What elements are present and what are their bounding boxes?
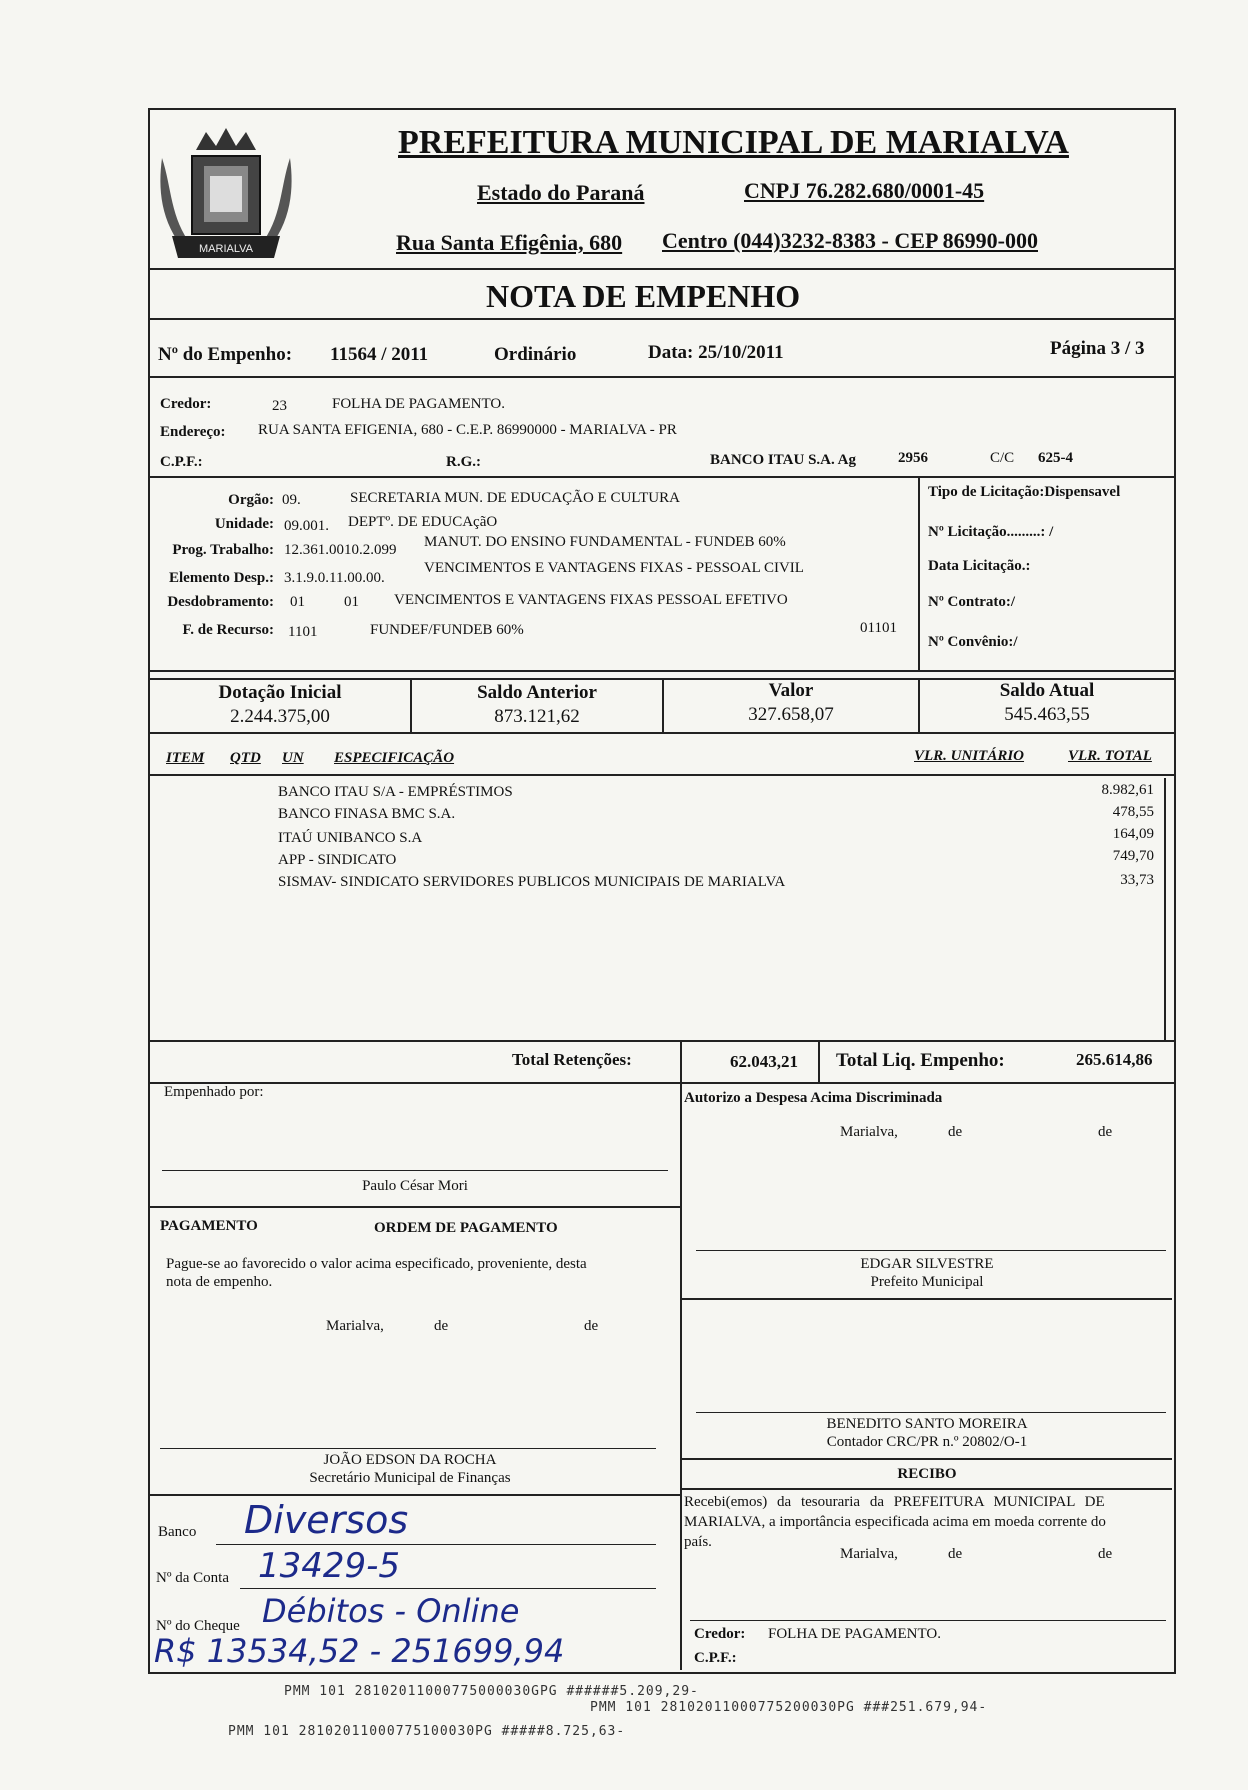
desdobramento-subcode: 01 (344, 594, 359, 610)
autorizo-de2: de (1098, 1124, 1113, 1140)
list-item-total: 749,70 (1112, 848, 1154, 864)
divider (150, 318, 1174, 320)
input-line (240, 1588, 656, 1589)
recibo-de2: de (1098, 1546, 1113, 1562)
list-item-total: 33,73 (1120, 872, 1154, 888)
divider (150, 268, 1174, 270)
desdobramento-label: Desdobramento: (167, 594, 274, 610)
unidade-code: 09.001. (284, 518, 329, 534)
credor-code: 23 (272, 398, 287, 414)
secretario-name: JOÃO EDSON DA ROCHA (323, 1452, 497, 1468)
divider (682, 1298, 1172, 1300)
col-qtd: QTD (230, 750, 261, 766)
contador-name: BENEDITO SANTO MOREIRA (826, 1416, 1028, 1432)
recibo-cpf-label: C.P.F.: (694, 1650, 737, 1666)
bank-stamp: PMM 101 28102011000775200030PG ###251.679,94- (590, 1700, 988, 1715)
dotacao-value: 2.244.375,00 (230, 706, 330, 727)
list-item: APP - SINDICATO (278, 852, 397, 868)
empenhado-label: Empenhado por: (164, 1084, 264, 1100)
divider (150, 1040, 1174, 1042)
conta-handwritten: 13429-5 (258, 1546, 401, 1586)
pagamento-label: PAGAMENTO (160, 1218, 258, 1234)
elemento-label: Elemento Desp.: (169, 570, 274, 586)
liquido-value: 265.614,86 (1076, 1050, 1153, 1069)
district-phone: Centro (044)3232-8383 - CEP 86990-000 (662, 228, 1038, 253)
anterior-label: Saldo Anterior (477, 682, 597, 703)
cheque-handwritten: Débitos - Online (262, 1592, 520, 1630)
recibo-title: RECIBO (897, 1466, 957, 1482)
list-item-total: 8.982,61 (1101, 782, 1154, 798)
cheque-label: Nº do Cheque (156, 1618, 240, 1634)
desdobramento-code: 01 (290, 594, 305, 610)
pagamento-de2: de (584, 1318, 599, 1334)
fonte-number: 01101 (860, 620, 897, 636)
recibo-credor: FOLHA DE PAGAMENTO. (768, 1626, 941, 1642)
signature-line (160, 1448, 656, 1449)
cnpj: CNPJ 76.282.680/0001-45 (744, 178, 985, 203)
col-un: UN (282, 750, 304, 766)
divider (682, 1488, 1172, 1490)
desdobramento-name: VENCIMENTOS E VANTAGENS FIXAS PESSOAL EFETIVO (394, 592, 788, 608)
recibo-credor-label: Credor: (694, 1626, 746, 1642)
prog-code: 12.361.0010.2.099 (284, 542, 397, 558)
divider (150, 376, 1174, 378)
account-label: C/C (990, 450, 1015, 466)
empenho-type: Ordinário (494, 344, 577, 365)
pagamento-text-1: Pague-se ao favorecido o valor acima especificado, proveniente, desta (166, 1256, 587, 1272)
recibo-text-3: país. (684, 1534, 712, 1550)
state-name: Estado do Paraná (477, 180, 645, 205)
retencoes-label: Total Retenções: (512, 1050, 632, 1069)
prefeito-role: Prefeito Municipal (870, 1274, 984, 1290)
fonte-name: FUNDEF/FUNDEB 60% (370, 622, 524, 638)
prog-name: MANUT. DO ENSINO FUNDAMENTAL - FUNDEB 60% (424, 534, 786, 550)
address: Rua Santa Efigênia, 680 (396, 230, 623, 255)
signature-line (690, 1620, 1166, 1621)
unidade-label: Unidade: (214, 516, 274, 532)
list-item: ITAÚ UNIBANCO S.A (278, 830, 423, 846)
banco-label: Banco (158, 1524, 197, 1540)
contrato: Nº Contrato:/ (928, 594, 1016, 610)
autorizo-label: Autorizo a Despesa Acima Discriminada (684, 1090, 943, 1106)
elemento-name: VENCIMENTOS E VANTAGENS FIXAS - PESSOAL CIVIL (424, 560, 804, 576)
pagamento-text-2: nota de empenho. (166, 1274, 273, 1290)
municipal-crest-logo (152, 118, 300, 278)
anterior-value: 873.121,62 (494, 706, 580, 727)
fonte-label: F. de Recurso: (182, 622, 274, 638)
recibo-text-1: Recebi(emos) da tesouraria da PREFEITURA MUNICIPAL DE (684, 1494, 1105, 1510)
divider (150, 1082, 1174, 1084)
autorizo-local: Marialva, (840, 1124, 898, 1140)
divider (150, 774, 1174, 776)
recibo-local: Marialva, (840, 1546, 898, 1562)
fonte-code: 1101 (288, 624, 318, 640)
atual-label: Saldo Atual (999, 680, 1095, 701)
licitacao-numero: Nº Licitação.........: / (928, 524, 1054, 540)
empenho-date: Data: 25/10/2011 (648, 342, 784, 363)
retencoes-value: 62.043,21 (730, 1052, 798, 1071)
input-line (216, 1544, 656, 1545)
orgao-label: Orgão: (228, 492, 274, 508)
col-vlr-unitario: VLR. UNITÁRIO (914, 748, 1025, 764)
divider (150, 1494, 680, 1496)
conta-label: Nº da Conta (156, 1570, 229, 1586)
empenho-number: 11564 / 2011 (330, 344, 429, 365)
cheque-amount-handwritten: R$ 13534,52 - 251699,94 (154, 1632, 565, 1670)
credor-name: FOLHA DE PAGAMENTO. (332, 396, 505, 412)
divider (150, 476, 1174, 478)
divider (680, 1082, 682, 1670)
unidade-name: DEPTº. DE EDUCAçãO (348, 514, 498, 530)
empenhado-name: Paulo César Mori (362, 1178, 468, 1194)
divider (682, 1458, 1172, 1460)
licitacao-tipo: Tipo de Licitação:Dispensavel (928, 484, 1121, 500)
elemento-code: 3.1.9.0.11.00.00. (284, 570, 385, 586)
divider (1164, 778, 1166, 1040)
orgao-code: 09. (282, 492, 301, 508)
bank-name: BANCO ITAU S.A. Ag (710, 452, 856, 468)
col-especificacao: ESPECIFICAÇÃO (334, 750, 455, 766)
ordem-pagamento-title: ORDEM DE PAGAMENTO (374, 1220, 558, 1236)
list-item: BANCO ITAU S/A - EMPRÉSTIMOS (278, 784, 513, 800)
divider (818, 1040, 820, 1082)
list-item-total: 478,55 (1112, 804, 1154, 820)
atual-value: 545.463,55 (1004, 704, 1090, 725)
licitacao-data: Data Licitação.: (928, 558, 1031, 574)
divider (150, 1206, 680, 1208)
valor-label: Valor (768, 680, 814, 701)
prefeito-name: EDGAR SILVESTRE (860, 1256, 994, 1272)
divider (150, 732, 1174, 734)
list-item-total: 164,09 (1112, 826, 1154, 842)
page-title: PREFEITURA MUNICIPAL DE MARIALVA (398, 124, 1069, 161)
pagamento-local: Marialva, (326, 1318, 384, 1334)
account-number: 625-4 (1038, 450, 1073, 466)
endereco-label: Endereço: (160, 424, 226, 440)
contador-role: Contador CRC/PR n.º 20802/O-1 (826, 1434, 1028, 1450)
document-title: NOTA DE EMPENHO (486, 278, 801, 314)
bank-stamp: PMM 101 28102011000775000030GPG ######5.209,29- (284, 1684, 699, 1699)
empenho-label: Nº do Empenho: (158, 344, 293, 365)
divider (918, 476, 920, 670)
pagamento-de1: de (434, 1318, 449, 1334)
logo-text: MARIALVA (199, 243, 253, 255)
recibo-de1: de (948, 1546, 963, 1562)
divider (680, 1040, 682, 1082)
autorizo-de1: de (948, 1124, 963, 1140)
page-number: Página 3 / 3 (1050, 338, 1145, 359)
banco-handwritten: Diversos (244, 1498, 409, 1542)
liquido-label: Total Liq. Empenho: (836, 1050, 1005, 1071)
cpf-label: C.P.F.: (160, 454, 203, 470)
bank-agency: 2956 (898, 450, 928, 466)
valor-value: 327.658,07 (748, 704, 834, 725)
col-item: ITEM (166, 750, 205, 766)
rg-label: R.G.: (446, 454, 481, 470)
bank-stamp: PMM 101 28102011000775100030PG #####8.725,63- (228, 1724, 626, 1739)
list-item: BANCO FINASA BMC S.A. (278, 806, 456, 822)
col-vlr-total: VLR. TOTAL (1068, 748, 1152, 764)
prog-label: Prog. Trabalho: (172, 542, 274, 558)
signature-line (696, 1250, 1166, 1251)
recibo-text-2: MARIALVA, a importância especificada acima em moeda corrente do (684, 1514, 1106, 1530)
list-item: SISMAV- SINDICATO SERVIDORES PUBLICOS MUNICIPAIS DE MARIALVA (278, 874, 786, 890)
secretario-role: Secretário Municipal de Finanças (309, 1470, 511, 1486)
convenio: Nº Convênio:/ (928, 634, 1018, 650)
endereco: RUA SANTA EFIGENIA, 680 - C.E.P. 86990000 - MARIALVA - PR (258, 422, 677, 438)
credor-label: Credor: (160, 396, 212, 412)
divider (150, 670, 1174, 672)
signature-line (162, 1170, 668, 1171)
orgao-name: SECRETARIA MUN. DE EDUCAÇÃO E CULTURA (350, 490, 680, 506)
signature-line (696, 1412, 1166, 1413)
dotacao-label: Dotação Inicial (218, 682, 342, 703)
